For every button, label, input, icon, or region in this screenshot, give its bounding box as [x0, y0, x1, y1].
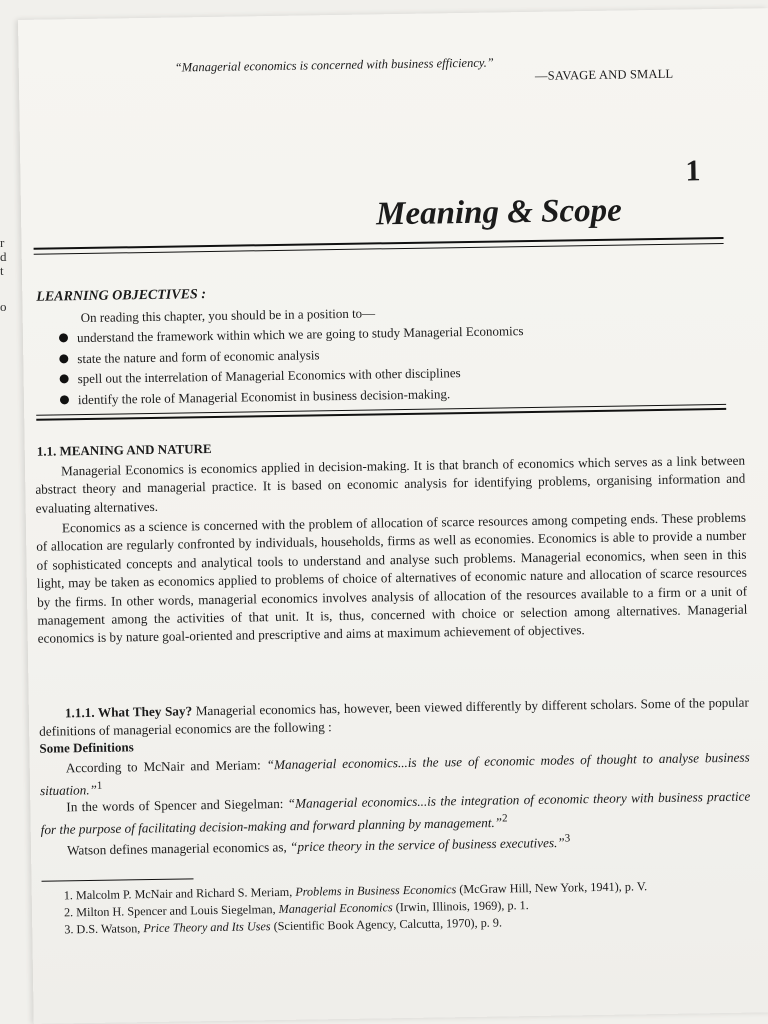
- definition-quote: “Managerial economics...is the integration of economic theory with business practice for the purpose of facilitating decision-making and forward planning by management.”: [40, 788, 751, 838]
- footnote-title: Managerial Economics: [278, 900, 393, 917]
- chapter-number: 1: [685, 154, 701, 188]
- paragraph-what-they-say: [39, 694, 749, 742]
- subsection-text: Managerial economics has, however, been viewed differently by different scholars. Some of the popular definitions of managerial economics are the following :: [39, 694, 749, 740]
- bullet-icon: [59, 333, 68, 342]
- learning-objectives-intro: On reading this chapter, you should be in a position to—: [80, 305, 376, 326]
- objective-text: identify the role of Managerial Economist in business decision-making.: [77, 385, 451, 407]
- subsection-label: 1.1.1. What They Say?: [64, 703, 193, 721]
- edge-fragment: t: [0, 263, 4, 278]
- footnote-title: Problems in Business Economics: [295, 882, 457, 899]
- footnote-authors: D.S. Watson,: [76, 921, 141, 937]
- footnote-number: 3.: [64, 922, 74, 937]
- objective-text: spell out the interrelation of Managerial Economics with other disciplines: [77, 365, 461, 387]
- footnote-ref: 1: [96, 780, 103, 793]
- paragraph-economics-science: Economics as a science is concerned with the problem of allocation of scarce resources among competing ends. These problems of allocation are regularly confronted by individuals, households, firms as well as economies. Economics is able to provide a number of sophisticated concepts and analytical tools to understand and analyse such problems. Managerial economics, when seen in this light, may be taken as economics applied to problems of choice of alternatives of economic nature and allocation of scarce resources by the firms. In other words, managerial economics involves analysis of allocation of the resources available to a firm or a unit of management among the activities of that unit. It is, thus, concerned with choice or selection among alternatives. Managerial economics is by nature goal-oriented and prescriptive and aims at maximum achievement of objectives.: [36, 509, 748, 647]
- footnote-authors: Milton H. Spencer and Louis Siegelman,: [76, 902, 276, 920]
- footnote-ref: 2: [501, 812, 508, 825]
- section-heading: 1.1. MEANING AND NATURE: [36, 441, 212, 459]
- definitions-heading: Some Definitions: [39, 739, 134, 756]
- epigraph-quote: “Managerial economics is concerned with business efficiency.”: [174, 55, 494, 75]
- title-rule-thin: [34, 243, 724, 255]
- definition-quote: “price theory in the service of business executives.”: [289, 834, 565, 855]
- epigraph-author: —SAVAGE AND SMALL: [534, 66, 674, 83]
- footnote-rule: [42, 878, 194, 881]
- footnote-publisher: (McGraw Hill, New York, 1941), p. V.: [459, 879, 648, 897]
- edge-fragment: d: [0, 249, 7, 264]
- bullet-icon: [60, 374, 69, 383]
- footnote-title: Price Theory and Its Uses: [143, 919, 271, 936]
- footnote-publisher: (Scientific Book Agency, Calcutta, 1970), p. 9.: [273, 915, 503, 934]
- footnote-number: 2.: [63, 905, 74, 920]
- footnote-authors: Malcolm P. McNair and Richard S. Meriam,: [75, 884, 293, 903]
- learning-objectives-heading: LEARNING OBJECTIVES :: [36, 287, 207, 305]
- objective-text: understand the framework within which we are going to study Managerial Economics: [76, 323, 524, 346]
- edge-fragment: o: [0, 299, 7, 314]
- learning-objectives-list: [59, 321, 525, 410]
- chapter-title: Meaning & Scope: [375, 192, 623, 233]
- definition-quote: “Managerial economics...is the use of economic modes of thought to analyse business situation.”: [39, 749, 750, 799]
- edge-fragment: r: [0, 235, 5, 250]
- definition-lead: Watson defines managerial economics as,: [66, 839, 291, 858]
- objective-text: state the nature and form of economic analysis: [77, 346, 320, 366]
- bullet-icon: [60, 395, 69, 404]
- footnotes: [42, 876, 763, 938]
- adjacent-page-fragments: [0, 236, 14, 314]
- footnote-ref: 3: [564, 832, 571, 845]
- paragraph-meaning: Managerial Economics is economics applied in decision-making. It is that branch of economics which serves as a link between abstract theory and managerial practice. It is based on economic analysis for identifying problems, organising information and evaluating alternatives.: [35, 452, 746, 516]
- definition-lead: According to McNair and Meriam:: [65, 757, 267, 776]
- footnote-publisher: (Irwin, Illinois, 1969), p. 1.: [395, 898, 529, 915]
- bullet-icon: [59, 354, 68, 363]
- footnote-number: 1.: [63, 888, 74, 903]
- book-page: [18, 8, 768, 1024]
- definition-lead: In the words of Spencer and Siegelman:: [66, 795, 288, 815]
